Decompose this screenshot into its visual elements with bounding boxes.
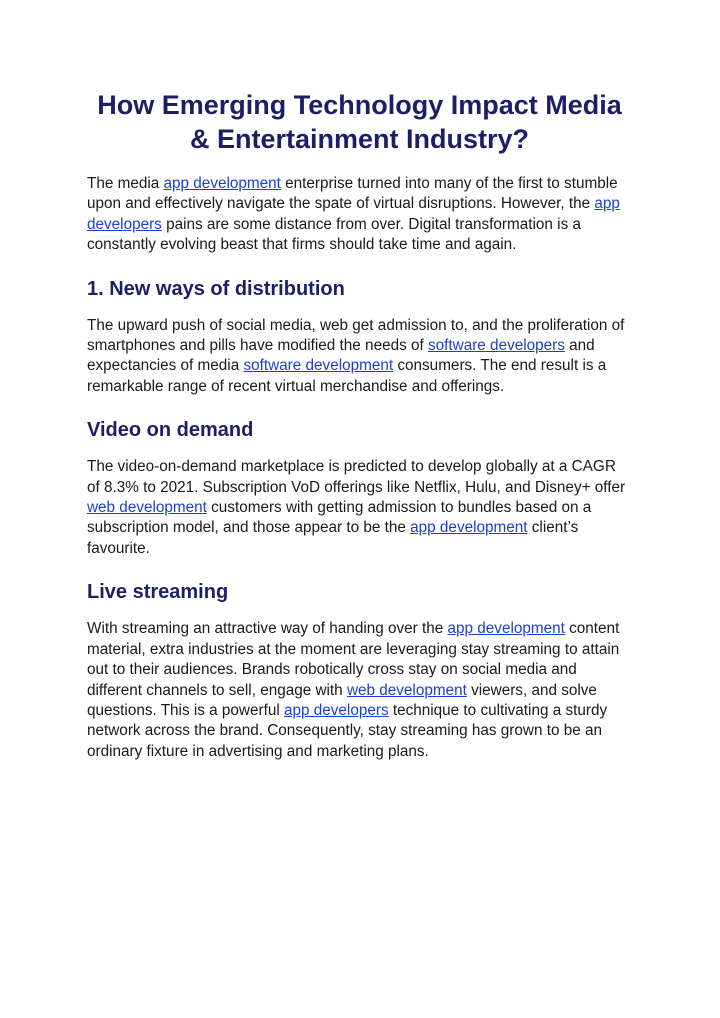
vod-text-2: customers with getting admission to bundles based on a subscription model, and those appear to be the	[87, 499, 592, 537]
vod-text-3: client’s favourite.	[87, 519, 579, 557]
link-app-development[interactable]: app development	[410, 519, 528, 537]
distribution-text-3: consumers. The end result is a remarkable range of recent virtual merchandise and offerings.	[87, 357, 607, 395]
video-on-demand-paragraph	[87, 457, 632, 559]
intro-text-1: The media	[87, 175, 164, 192]
streaming-text-3: viewers, and solve questions. This is a powerful	[87, 681, 597, 719]
link-app-developers[interactable]: app developers	[283, 701, 389, 719]
link-app-development[interactable]: app development	[447, 620, 565, 638]
intro-text-2: enterprise turned into many of the first to stumble upon and effectively navigate the spate of virtual disruptions. However, the	[87, 175, 618, 213]
vod-text-1: The video-on-demand marketplace is predicted to develop globally at a CAGR of 8.3% to 2021. Subscription VoD offerings like Netflix, Hulu, and Disney+ offer	[87, 458, 626, 496]
intro-text-3: pains are some distance from over. Digital transformation is a constantly evolving beast that firms should take time and again.	[87, 215, 581, 254]
link-app-development[interactable]: app development	[163, 175, 281, 192]
link-software-developers[interactable]: software developers	[428, 337, 565, 355]
section-heading-live-streaming: Live streaming	[87, 581, 229, 604]
link-web-development[interactable]: web development	[346, 681, 467, 699]
distribution-text-2: and expectancies of media	[87, 337, 595, 375]
link-app-developers[interactable]: app developers	[87, 195, 620, 233]
live-streaming-paragraph	[87, 619, 632, 762]
section-heading-distribution: 1. New ways of distribution	[87, 277, 345, 300]
link-software-development[interactable]: software development	[243, 357, 394, 375]
distribution-paragraph	[87, 316, 632, 398]
streaming-text-2: content material, extra industries at the moment are leveraging stay streaming to attain out to their audiences. Brands robotically cross stay on social media and different channels to sell, engage with	[87, 620, 620, 699]
streaming-text-4: technique to cultivating a sturdy network across the brand. Consequently, stay streaming has grown to be an ordinary fixture in advertising and marketing plans.	[87, 701, 608, 760]
document-page	[87, 88, 632, 762]
section-heading-video-on-demand: Video on demand	[87, 419, 254, 442]
streaming-text-1: With streaming an attractive way of handing over the	[87, 620, 448, 638]
document-title: How Emerging Technology Impact Media & Entertainment Industry?	[97, 90, 622, 154]
intro-paragraph	[87, 174, 632, 256]
link-web-development[interactable]: web development	[87, 499, 207, 517]
distribution-text-1: The upward push of social media, web get admission to, and the proliferation of smartphones and pills have modified the needs of	[87, 316, 625, 355]
